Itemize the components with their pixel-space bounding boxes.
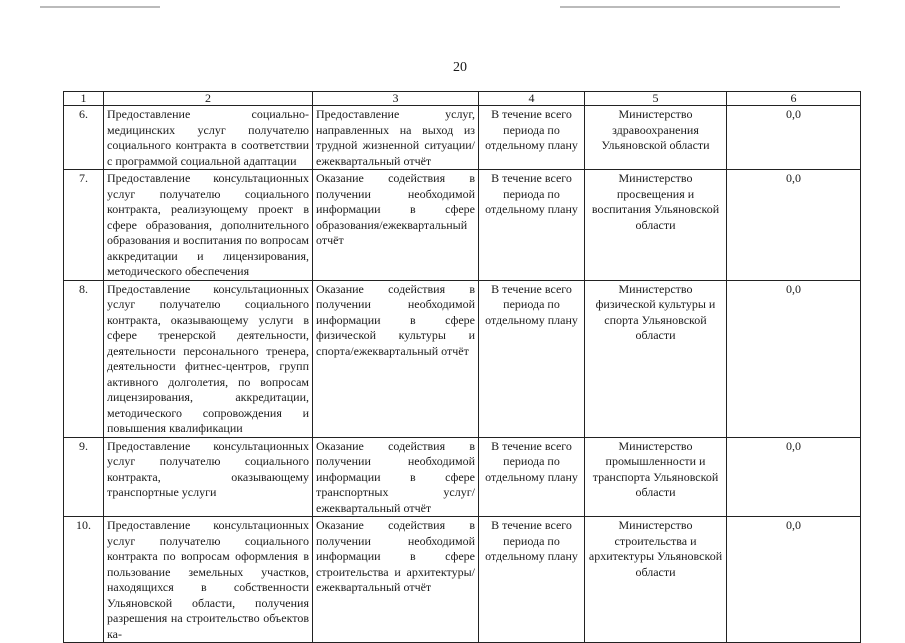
header-row	[64, 92, 861, 106]
table-row	[64, 106, 861, 170]
expected-result: Оказание содействия в получении необходимой информации в сфере транспортных услуг/ежеквартальный отчёт	[313, 437, 479, 517]
scan-artifact	[40, 6, 160, 8]
funding-value: 0,0	[727, 280, 861, 437]
column-header: 4	[479, 92, 585, 106]
row-number: 9.	[64, 437, 104, 517]
measure-description: Предоставление консультационных услуг получателю социального контракта, оказывающему транспортные услуги	[104, 437, 313, 517]
table-row	[64, 437, 861, 517]
period: В течение всего периода по отдельному плану	[479, 170, 585, 281]
period: В течение всего периода по отдельному плану	[479, 280, 585, 437]
row-number: 8.	[64, 280, 104, 437]
column-header: 1	[64, 92, 104, 106]
plan-table	[63, 91, 861, 643]
measure-description: Предоставление консультационных услуг получателю социального контракта по вопросам оформления в пользование земельных участков, находящихся в собственности Ульяновской области, получения разрешения на строительство объектов ка-	[104, 517, 313, 643]
column-header: 6	[727, 92, 861, 106]
responsible-ministry: Министерство промышленности и транспорта Ульяновской области	[585, 437, 727, 517]
funding-value: 0,0	[727, 170, 861, 281]
table-row	[64, 517, 861, 643]
responsible-ministry: Министерство строительства и архитектуры Ульяновской области	[585, 517, 727, 643]
measure-description: Предоставление социально-медицинских услуг получателю социального контракта в соответствии с программой социальной адаптации	[104, 106, 313, 170]
column-header: 5	[585, 92, 727, 106]
row-number: 7.	[64, 170, 104, 281]
period: В течение всего периода по отдельному плану	[479, 437, 585, 517]
expected-result: Оказание содействия в получении необходимой информации в сфере физической культуры и спорта/ежеквартальный отчёт	[313, 280, 479, 437]
funding-value: 0,0	[727, 517, 861, 643]
responsible-ministry: Министерство физической культуры и спорта Ульяновской области	[585, 280, 727, 437]
column-header: 3	[313, 92, 479, 106]
table-row	[64, 280, 861, 437]
responsible-ministry: Министерство просвещения и воспитания Ульяновской области	[585, 170, 727, 281]
measure-description: Предоставление консультационных услуг получателю социального контракта, оказывающему услуги в сфере тренерской деятельности, деятельности персонального тренера, деятельности фитнес-центров, групп активного долголетия, по вопросам лицензирования, аккредитации, методического сопровождения и повышения квалификации	[104, 280, 313, 437]
funding-value: 0,0	[727, 437, 861, 517]
responsible-ministry: Министерство здравоохранения Ульяновской области	[585, 106, 727, 170]
measure-description: Предоставление консультационных услуг получателю социального контракта, реализующему проект в сфере образования, дополнительного образования и воспитания по вопросам аккредитации и лицензирования, методического обеспечения	[104, 170, 313, 281]
period: В течение всего периода по отдельному плану	[479, 106, 585, 170]
expected-result: Предоставление услуг, направленных на выход из трудной жизненной ситуации/ежеквартальный отчёт	[313, 106, 479, 170]
funding-value: 0,0	[727, 106, 861, 170]
table-row	[64, 170, 861, 281]
expected-result: Оказание содействия в получении необходимой информации в сфере образования/ежеквартальный отчёт	[313, 170, 479, 281]
row-number: 10.	[64, 517, 104, 643]
row-number: 6.	[64, 106, 104, 170]
page-number: 20	[453, 60, 467, 75]
period: В течение всего периода по отдельному плану	[479, 517, 585, 643]
expected-result: Оказание содействия в получении необходимой информации в сфере строительства и архитектуры/ежеквартальный отчёт	[313, 517, 479, 643]
column-header: 2	[104, 92, 313, 106]
scan-artifact	[560, 6, 840, 8]
